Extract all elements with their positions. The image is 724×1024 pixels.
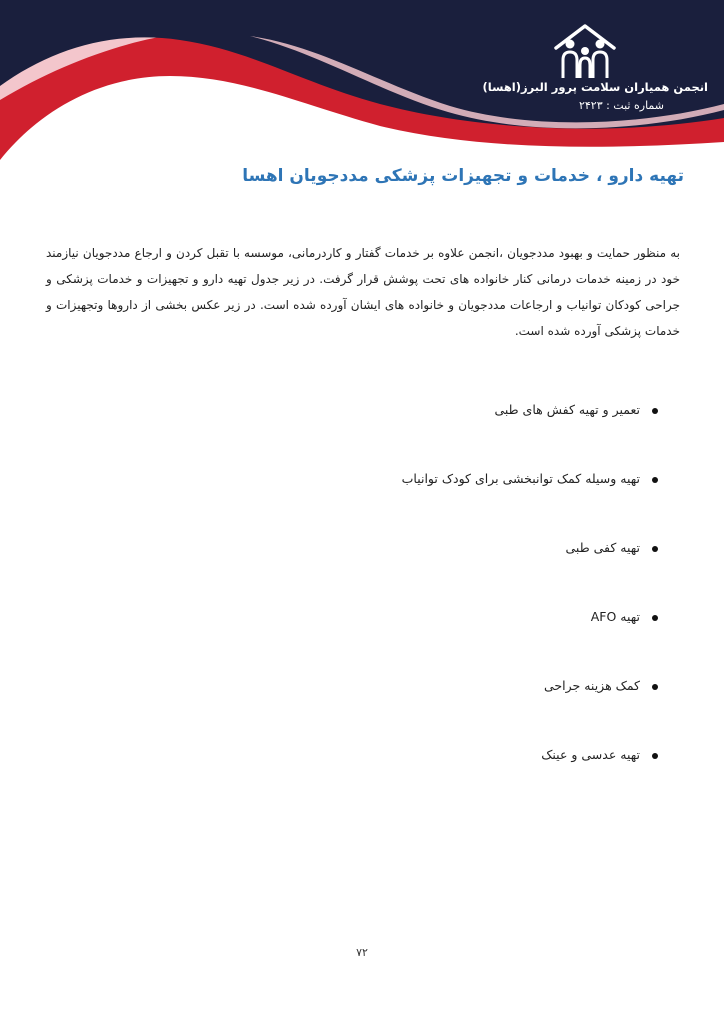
bullet-icon [652, 753, 658, 759]
bullet-icon [652, 684, 658, 690]
bullet-icon [652, 615, 658, 621]
intro-paragraph: به منظور حمایت و بهبود مددجویان ،انجمن علاوه بر خدمات گفتار و کاردرمانی، موسسه با تقبل کردن و ارجاع مددجویان نیازمند خود در زمینه خدمات درمانی کنار خانواده های تحت پوشش قرار گرفت. در زیر جدول تهیه دارو و تجهیزات و خدمات پزشکی و جراحی کودکان توانیاب و ارجاعات مددجویان و خانواده های ایشان آورده شده است. در زیر عکس بخشی از داروها وتجهیزات و خدمات پزشکی آورده شده است. [46, 246, 680, 338]
list-item-label: کمک هزینه جراحی [544, 678, 640, 693]
list-item [402, 464, 658, 533]
list-item [402, 671, 658, 740]
list-item [402, 533, 658, 602]
list-item-label: تهیه عدسی و عینک [541, 747, 640, 762]
list-item-label: تهیه وسیله کمک توانبخشی برای کودک توانیاب [401, 471, 640, 486]
registration-number: شماره ثبت : ۲۴۲۳ [578, 99, 664, 112]
page-number: ۷۲ [356, 946, 368, 959]
page-title: تهیه دارو ، خدمات و تجهیزات پزشکی مددجویان اهسا [242, 166, 684, 186]
list-item [402, 602, 658, 671]
list-item-label: تهیه کفی طبی [565, 540, 640, 555]
list-item [402, 395, 658, 464]
family-house-logo-icon [548, 22, 622, 80]
bullet-icon [652, 408, 658, 414]
bullet-icon [652, 477, 658, 483]
organization-name: انجمن همیاران سلامت پرور البرز(اهسا) [482, 80, 708, 94]
list-item [402, 740, 658, 809]
bullet-icon [652, 546, 658, 552]
list-item-label: تهیه AFO [590, 609, 640, 624]
list-item-label: تعمیر و تهیه کفش های طبی [494, 402, 640, 417]
services-list [402, 395, 658, 809]
